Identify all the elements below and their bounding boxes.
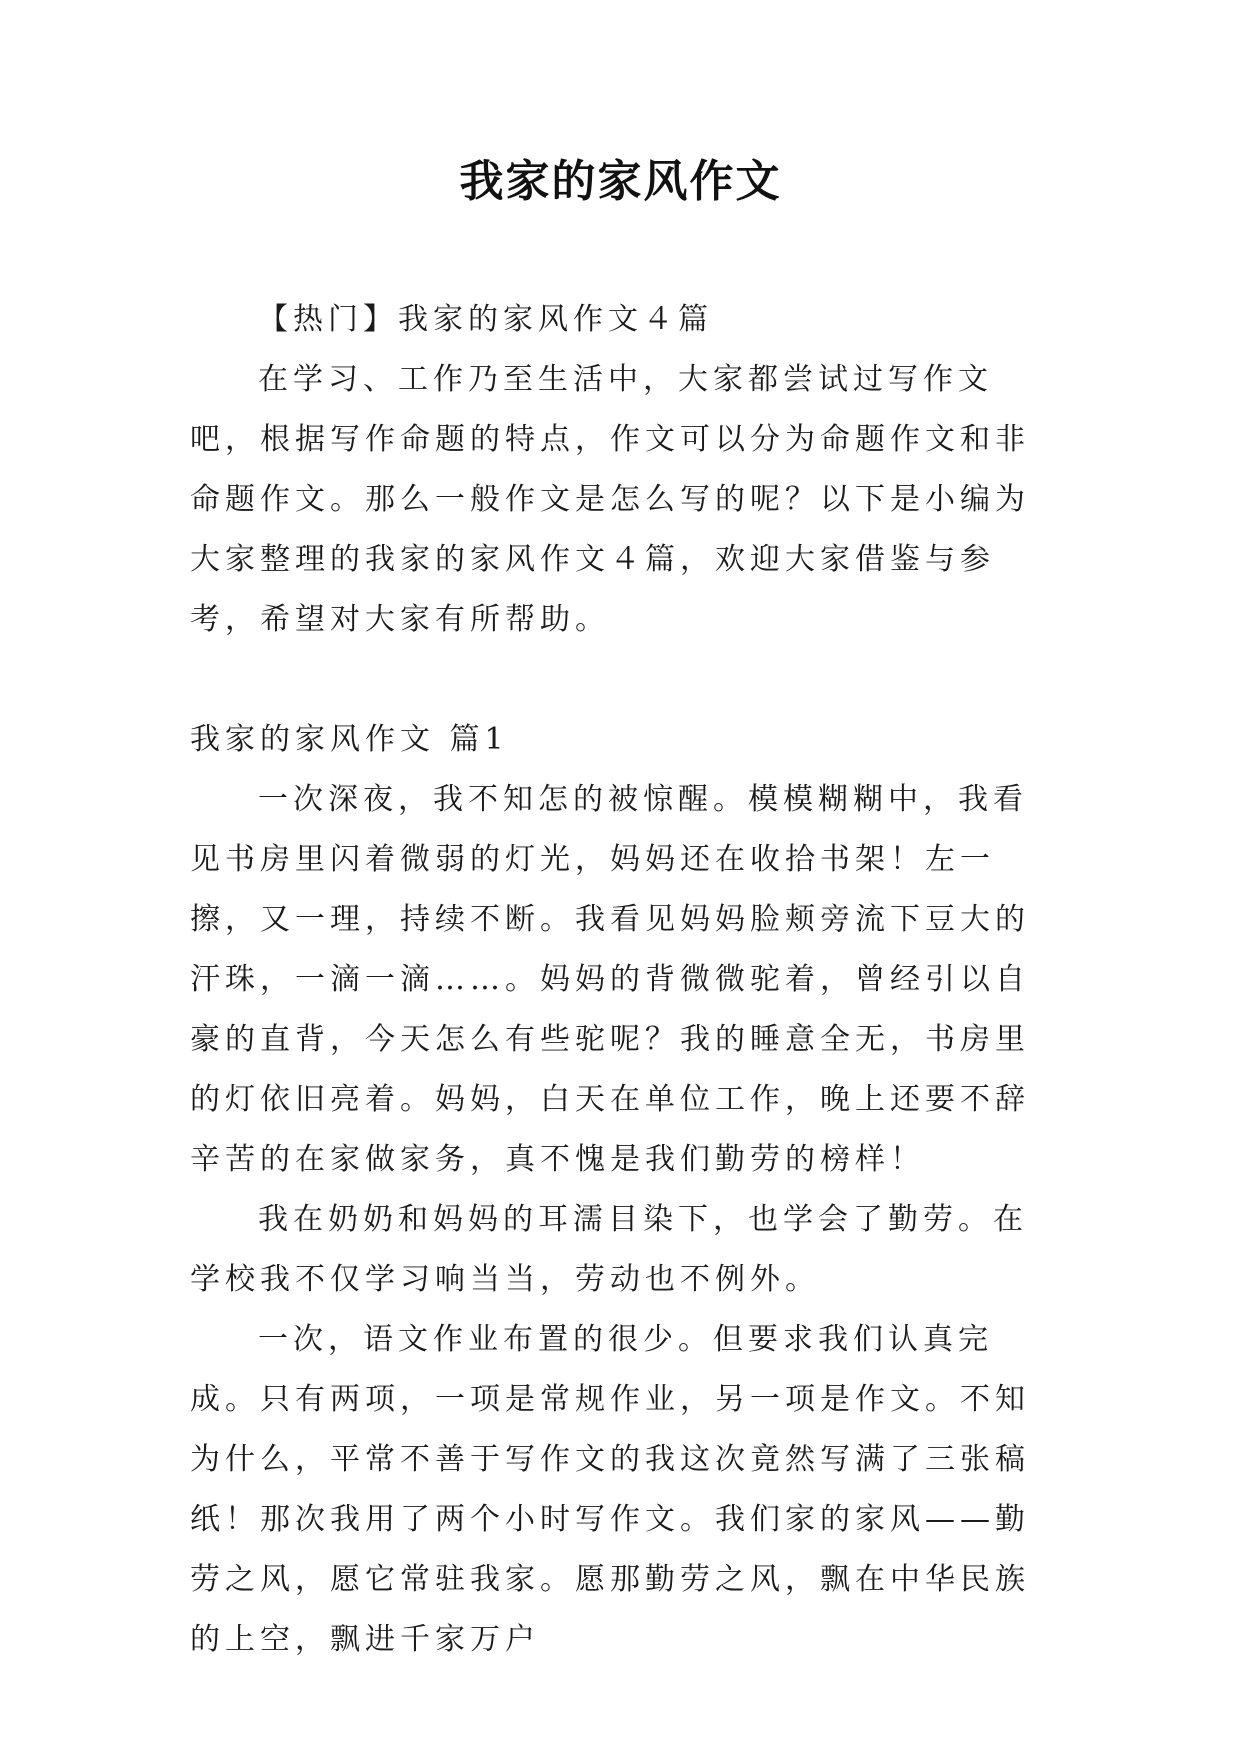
body-paragraph-2: 我在奶奶和妈妈的耳濡目染下，也学会了勤劳。在学校我不仅学习响当当，劳动也不例外。 <box>190 1202 1028 1297</box>
document-body <box>190 290 1060 1670</box>
intro-paragraph: 在学习、工作乃至生活中，大家都尝试过写作文吧，根据写作命题的特点，作文可以分为命题作文和非命题作文。那么一般作文是怎么写的呢？以下是小编为大家整理的我家的家风作文４篇，欢迎大家借鉴与参考，希望对大家有所帮助。 <box>190 362 1030 637</box>
body-paragraph-1: 一次深夜，我不知怎的被惊醒。模模糊糊中，我看见书房里闪着微弱的灯光，妈妈还在收拾书架！左一擦，又一理，持续不断。我看见妈妈脸颊旁流下豆大的汗珠，一滴一滴……。妈妈的背微微驼着，曾经引以自豪的直背，今天怎么有些驼呢？我的睡意全无，书房里的灯依旧亮着。妈妈，白天在单位工作，晚上还要不辞辛苦的在家做家务，真不愧是我们勤劳的榜样！ <box>190 782 1030 1177</box>
body-paragraph-3: 一次，语文作业布置的很少。但要求我们认真完成。只有两项，一项是常规作业，另一项是作文。不知为什么，平常不善于写作文的我这次竟然写满了三张稿纸！那次我用了两个小时写作文。我们家的家风——勤劳之风，愿它常驻我家。愿那勤劳之风，飘在中华民族的上空，飘进千家万户 <box>190 1322 1030 1657</box>
document-subtitle: 【热门】我家的家风作文４篇 <box>258 302 713 337</box>
document-title: 我家的家风作文 <box>459 156 782 207</box>
section-heading: 我家的家风作文 篇1 <box>190 722 509 757</box>
